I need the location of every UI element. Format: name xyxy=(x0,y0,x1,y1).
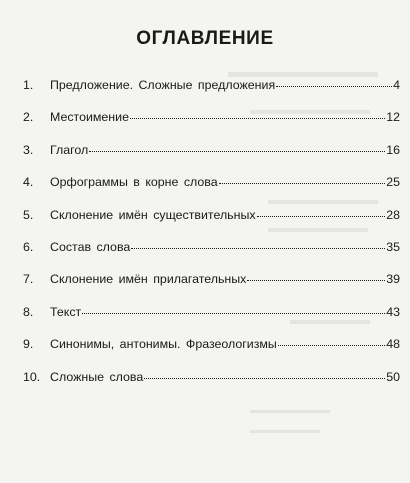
toc-entry-number: 2. xyxy=(23,110,34,125)
bleed-through-decoration xyxy=(250,430,320,437)
toc-entry-number: 6. xyxy=(23,239,34,254)
toc-entry-page: 39 xyxy=(386,272,400,287)
toc-entry-page: 43 xyxy=(386,304,400,319)
toc-entry-number: 4. xyxy=(23,175,34,190)
table-of-contents xyxy=(23,78,400,402)
toc-entry-number: 8. xyxy=(23,304,34,319)
toc-entry[interactable] xyxy=(23,78,400,110)
toc-entry-title: Сложные слова xyxy=(50,369,144,384)
dot-leader xyxy=(82,312,385,314)
toc-entry-page: 50 xyxy=(386,369,400,384)
toc-entry-title: Синонимы, антонимы. Фразеологизмы xyxy=(50,337,277,352)
dot-leader xyxy=(89,150,385,152)
toc-entry-number: 5. xyxy=(23,207,34,222)
toc-entry-title: Предложение. Сложные предложения xyxy=(50,78,276,92)
toc-entry-title: Склонение имён существительных xyxy=(50,207,256,222)
toc-entry[interactable] xyxy=(23,110,400,142)
dot-leader xyxy=(131,247,385,249)
dot-leader xyxy=(219,182,386,184)
toc-entry-page: 12 xyxy=(386,110,400,125)
toc-entry-title: Глагол xyxy=(50,142,89,157)
toc-entry-title: Местоимение xyxy=(50,110,129,125)
toc-entry[interactable] xyxy=(23,337,400,369)
toc-entry-page: 35 xyxy=(386,239,400,254)
toc-entry-number: 7. xyxy=(23,272,34,287)
toc-entry-page: 25 xyxy=(386,175,400,190)
toc-entry-page: 4 xyxy=(393,78,400,92)
page-title: ОГЛАВЛЕНИЕ xyxy=(136,28,274,49)
toc-entry[interactable] xyxy=(23,208,400,240)
dot-leader xyxy=(278,344,385,346)
toc-entry-title: Орфограммы в корне слова xyxy=(50,175,218,190)
dot-leader xyxy=(276,85,392,87)
dot-leader xyxy=(247,279,385,281)
toc-entry-page: 16 xyxy=(386,142,400,157)
toc-entry-number: 10. xyxy=(23,369,41,384)
toc-entry[interactable] xyxy=(23,272,400,304)
toc-entry-number: 1. xyxy=(23,78,34,92)
dot-leader xyxy=(144,377,385,379)
toc-entry[interactable] xyxy=(23,240,400,272)
toc-entry-page: 48 xyxy=(386,337,400,352)
toc-entry-title: Текст xyxy=(50,304,82,319)
toc-entry[interactable] xyxy=(23,175,400,207)
toc-entry-title: Состав слова xyxy=(50,239,131,254)
dot-leader xyxy=(257,215,386,217)
toc-entry-title: Склонение имён прилагательных xyxy=(50,272,247,287)
toc-entry[interactable] xyxy=(23,305,400,337)
dot-leader xyxy=(130,117,385,119)
toc-entry-number: 3. xyxy=(23,142,34,157)
bleed-through-decoration xyxy=(250,410,330,417)
toc-entry[interactable] xyxy=(23,370,400,402)
toc-entry-page: 28 xyxy=(386,207,400,222)
toc-entry-number: 9. xyxy=(23,337,34,352)
toc-entry[interactable] xyxy=(23,143,400,175)
